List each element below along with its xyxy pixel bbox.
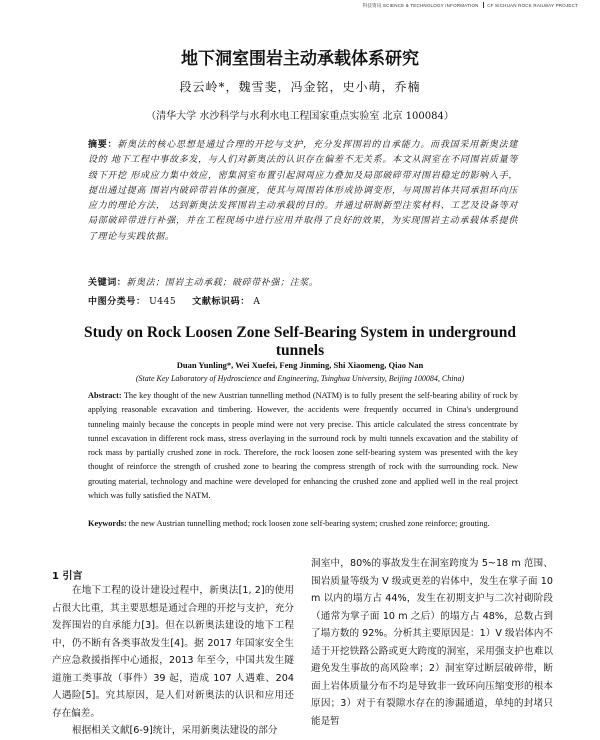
abstract-en-label: Abstract: [88, 391, 122, 400]
keywords-en [88, 517, 518, 531]
section-heading-introduction: 1 引言 [52, 571, 83, 582]
affiliation-cn: （清华大学 水沙科学与水利水电工程国家重点实验室 北京 100084） [146, 111, 454, 122]
abstract-cn-text: 新奥法的核心思想是通过合理的开挖与支护，充分发挥围岩的自承能力。而我国采用新奥法建设的 地下工程中事故多发，与人们对新奥法的认识存在偏差不无关系。本文从洞室在不同围岩质量等级下开挖 形成应力集中效应，密集洞室布置引起洞周应力叠加及局部破碎带对围岩稳定的影响入手，提出通过提高 围岩内破碎带岩体的强度，使其与周围岩体形成协调变形，与周围岩体共同承担环向压应力的理论方法， 达到新奥法发挥围岩主动承载的目的。并通过研制新型注浆材料、工艺及设备等对局部破碎带进行补强，并在工程现场中进行应用并取得了良好的效果，为实现围岩主动承载体系提供了理论与实践依据。 [88, 140, 518, 242]
authors-en: Duan Yunling*, Wei Xuefei, Feng Jinming, Shi Xiaomeng, Qiao Nan [176, 360, 424, 370]
keywords-en-label: Keywords: [88, 519, 127, 528]
classification-cn [88, 294, 518, 307]
abstract-cn [88, 138, 518, 245]
keywords-cn-label: 关键词： [88, 278, 127, 288]
paper-title-en: Study on Rock Loosen Zone Self-Bearing System in underground tunnels [83, 324, 517, 359]
header-journal-cn: 科技资讯 SCIENCE & TECHNOLOGY INFORMATION [362, 3, 479, 8]
intro-paragraph-1: 在地下工程的设计建设过程中，新奥法[1, 2]的使用占很大比重，其主要思想是通过合理的开挖与支护，充分发挥围岩的自承能力[3]。但在以新奥法建设的地下工程中，仍不断有各类事故发生[4]。据 2017 年国家安全生产应急救援指挥中心通报，2013 年至今，中国共发生隧道施工类事故（事件）39 起，造成 107 人遇难、204 人遇险[5]。究其原因，是人们对新奥法的认识和应用还存在偏差。 [52, 585, 294, 719]
doc-code-label: 文献标识码： [192, 297, 250, 307]
clc-label: 中图分类号： [88, 297, 146, 307]
keywords-cn-text: 新奥法；围岩主动承载；破碎带补强；注浆。 [126, 278, 319, 288]
header-separator [483, 2, 484, 8]
paper-title-cn: 地下洞室围岩主动承载体系研究 [181, 49, 419, 69]
clc-value: U445 [149, 297, 177, 307]
body-column-right [311, 555, 553, 730]
body-column-left [52, 582, 294, 740]
abstract-en-text: The key thought of the new Austrian tunnelling method (NATM) is to fully present the self-bearing ability of rock by applying reasonable excavation and timbering. However, the accidents were frequently occurred in China's underground tunneling mainly because the concepts in people mind were not very precise. This article calculated the stress concentrate by tunnel excavation in different rock mass, stress overlaying in the surround rock by multi tunnels excavation and the stability of rock mass by partially crushed zone in rock. Therefore, the rock loosen zone self-bearing system was presented with the key thought of reinforce the strength of crushed zone to bearing the compress strength of rock with the surrounding rock. New grouting material, technology and machine were developed for enhancing the crushed zone and applied well in the real project which was fully satisfied the NATM. [88, 391, 518, 501]
running-header [363, 2, 578, 9]
intro-paragraph-2: 根据相关文献[6-9]统计，采用新奥法建设的部分 [72, 725, 278, 736]
abstract-cn-label: 摘要： [88, 140, 118, 150]
doc-code-value: A [253, 297, 261, 307]
authors-cn: 段云岭*，魏雪斐，冯金铭，史小萌，乔楠 [179, 80, 421, 94]
intro-paragraph-continued: 洞室中，80%的事故发生在洞室跨度为 5~18 m 范围、围岩质量等级为 V 级或更差的岩体中，发生在掌子面 10 m 以内的塌方占 44%，发生在初期支护与二次衬砌阶段（通常为掌子面 10 m 之后）的塌方占 48%，总数占到了塌方数的 92%。分析其主要原因是：1）V 级岩体内不适于开挖铁路公路或更大跨度的洞室，采用强支护也难以避免发生事故的高风险率；2）洞室穿过断层破碎带，断面上岩体质量分布不均是导致非一致环向压缩变形的根本原因；3）对于有裂隙水存在的渗漏通道，单纯的封堵只能是暂 [311, 558, 553, 727]
header-journal-en: CF SICHUAN ROCK RAILWAY PROJECT [487, 3, 578, 8]
keywords-en-text: the new Austrian tunnelling method; rock loosen zone self-bearing system; crushed zone reinforce; grouting. [128, 519, 490, 528]
abstract-en [88, 389, 518, 503]
affiliation-en: (State Key Laboratory of Hydroscience and Engineering, Tsinghua University, Beijing 100084, China) [135, 374, 465, 383]
keywords-cn [88, 275, 518, 288]
